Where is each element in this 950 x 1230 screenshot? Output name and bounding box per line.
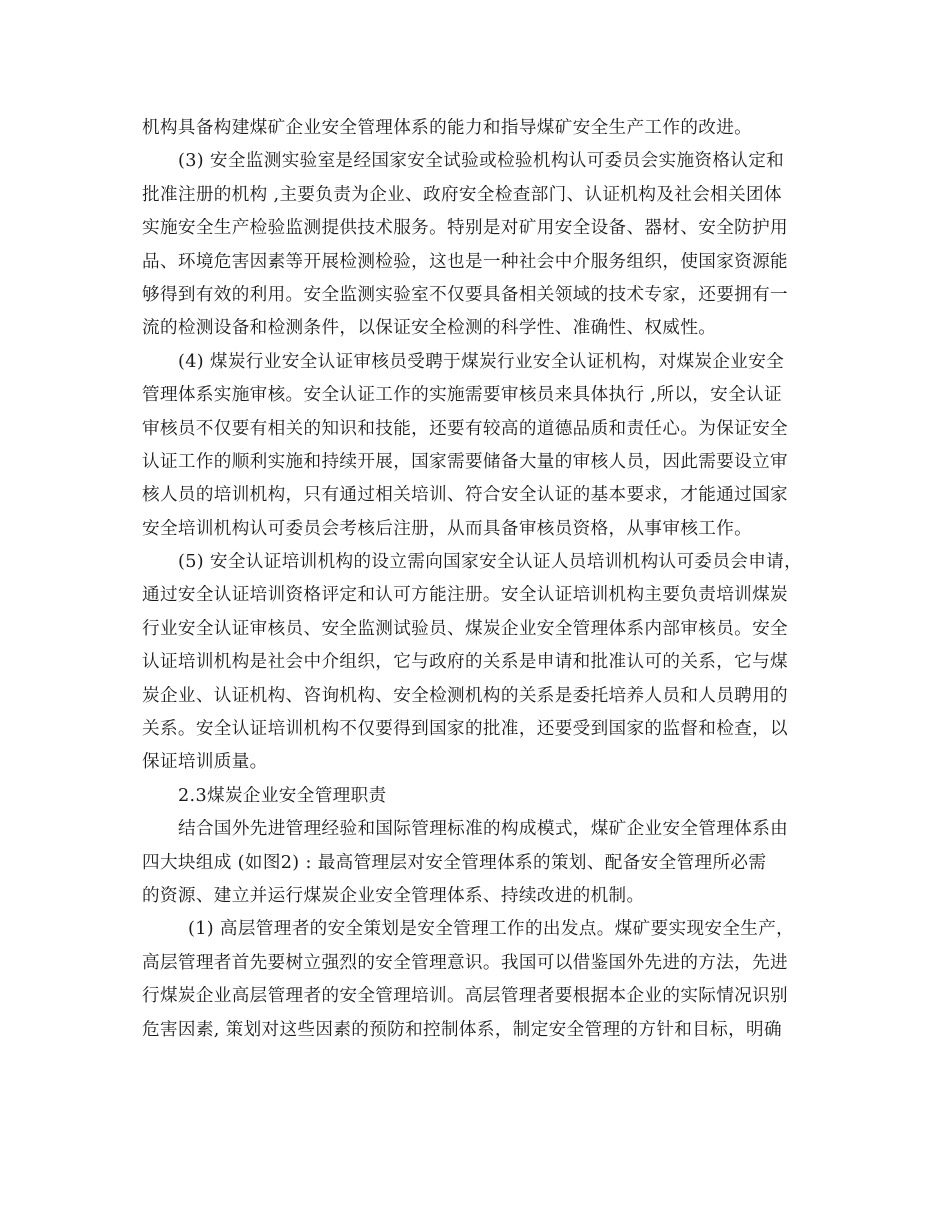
text-line: 机构具备构建煤矿企业安全管理体系的能力和指导煤矿安全生产工作的改进。 bbox=[142, 118, 753, 138]
text-line: 行业安全认证审核员、安全监测试验员、煤炭企业安全管理体系内部审核员。安全 bbox=[142, 618, 788, 639]
text-line: 通过安全认证培训资格评定和认可方能注册。安全认证培训机构主要负责培训煤炭 bbox=[142, 585, 788, 606]
section-heading: 2.3煤炭企业安全管理职责 bbox=[178, 785, 387, 806]
text-line: 安全培训机构认可委员会考核后注册，从而具备审核员资格，从事审核工作。 bbox=[142, 518, 753, 539]
paragraph-3-line: (3) 安全监测实验室是经国家安全试验或检验机构认可委员会实施资格认定和 bbox=[178, 151, 785, 172]
text-line: 炭企业、认证机构、咨询机构、安全检测机构的关系是委托培养人员和人员聘用的 bbox=[142, 685, 788, 706]
paragraph-4-line: (4) 煤炭行业安全认证审核员受聘于煤炭行业安全认证机构，对煤炭企业安全 bbox=[178, 351, 785, 372]
text-line: 审核员不仅要有相关的知识和技能，还要有较高的道德品质和责任心。为保证安全 bbox=[142, 418, 788, 439]
paragraph-intro-line: 结合国外先进管理经验和国际管理标准的构成模式，煤矿企业安全管理体系由 bbox=[178, 819, 789, 840]
document-page bbox=[142, 112, 810, 1047]
text-line: 批准注册的机构 ,主要负责为企业、政府安全检查部门、认证机构及社会相关团体 bbox=[142, 184, 782, 205]
text-line: 品、环境危害因素等开展检测检验，这也是一种社会中介服务组织，使国家资源能 bbox=[142, 251, 788, 272]
text-line: 核人员的培训机构，只有通过相关培训、符合安全认证的基本要求，才能通过国家 bbox=[142, 485, 788, 506]
text-line: 认证工作的顺利实施和持续开展，国家需要储备大量的审核人员，因此需要设立审 bbox=[142, 451, 788, 472]
text-line: 四大块组成 (如图2) : 最高管理层对安全管理体系的策划、配备安全管理所必需 bbox=[142, 852, 767, 873]
text-line: 认证培训机构是社会中介组织，它与政府的关系是申请和批准认可的关系，它与煤 bbox=[142, 652, 788, 673]
paragraph-1-line: (1) 高层管理者的安全策划是安全管理工作的出发点。煤矿要实现安全生产， bbox=[188, 919, 795, 940]
text-line: 管理体系实施审核。安全认证工作的实施需要审核员来具体执行 ,所以，安全认证 bbox=[142, 385, 782, 406]
text-line: 关系。安全认证培训机构不仅要得到国家的批准，还要受到国家的监督和检查，以 bbox=[142, 719, 788, 740]
text-line: 的资源、建立并运行煤炭企业安全管理体系、持续改进的机制。 bbox=[142, 885, 645, 906]
text-line: 行煤炭企业高层管理者的安全管理培训。高层管理者要根据本企业的实际情况识别 bbox=[142, 986, 788, 1007]
text-line: 流的检测设备和检测条件，以保证安全检测的科学性、准确性、权威性。 bbox=[142, 318, 717, 339]
text-line: 保证培训质量。 bbox=[142, 752, 268, 773]
paragraph-5-line: (5) 安全认证培训机构的设立需向国家安全认证人员培训机构认可委员会申请， bbox=[178, 552, 803, 573]
text-line: 危害因素, 策划对这些因素的预防和控制体系，制定安全管理的方针和目标，明确 bbox=[142, 1019, 782, 1040]
text-line: 够得到有效的利用。安全监测实验室不仅要具备相关领域的技术专家，还要拥有一 bbox=[142, 284, 788, 305]
text-line: 高层管理者首先要树立强烈的安全管理意识。我国可以借鉴国外先进的方法，先进 bbox=[142, 952, 788, 973]
text-line: 实施安全生产检验监测提供技术服务。特别是对矿用安全设备、器材、安全防护用 bbox=[142, 218, 788, 239]
